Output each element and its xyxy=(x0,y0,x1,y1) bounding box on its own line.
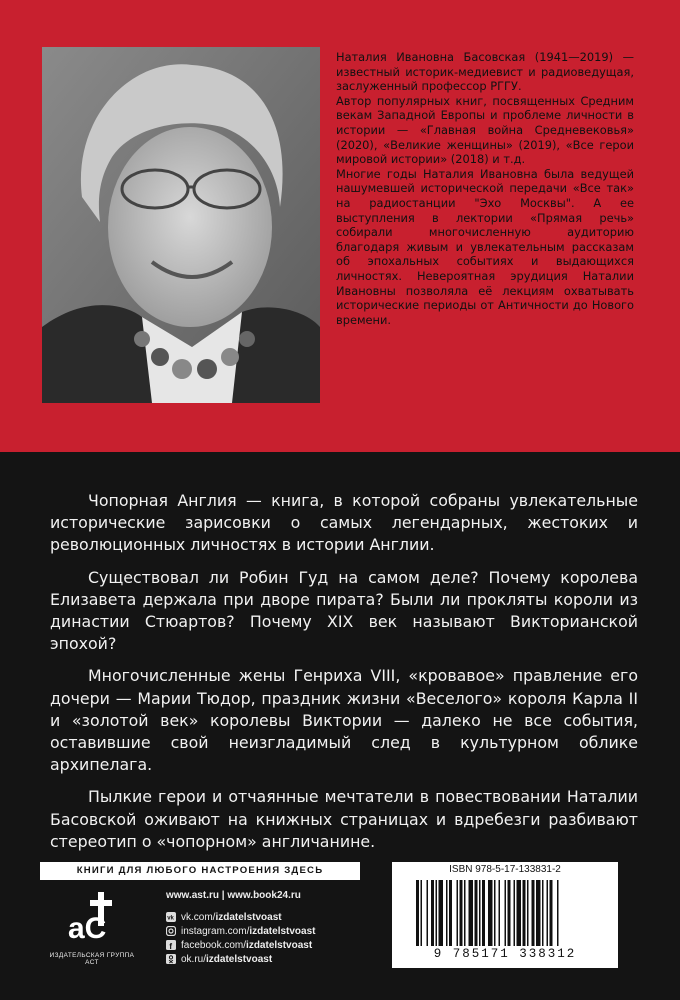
isbn-label: ISBN 978-5-17-133831-2 xyxy=(449,864,561,875)
bio-paragraph: Автор популярных книг, посвященных Средним векам Западной Европы и проблеме личности в истории — «Главная война Средневековья» (2020), «Великие женщины» (2019), «Все герои мировой истории» (2018) и т.д. xyxy=(336,93,634,167)
blurb-paragraph: Существовал ли Робин Гуд на самом деле? Почему королева Елизавета держала при дворе пирата? Были ли прокляты короли из династии Стюартов? Почему XIX век называют Викторианской эпохой? xyxy=(50,567,638,654)
author-photo xyxy=(42,47,320,403)
blurb-paragraph: Чопорная Англия — книга, в которой собраны увлекательные исторические зарисовки о самых легендарных, жестоких и революционных личностях в истории Англии. xyxy=(50,491,638,555)
publisher-footer xyxy=(40,862,640,974)
barcode-bar xyxy=(517,880,522,946)
social-prefix: vk.com/ xyxy=(181,911,216,923)
barcode-bar xyxy=(542,880,544,946)
ast-logo-icon xyxy=(66,890,118,946)
barcode-bar xyxy=(527,880,529,946)
social-handle: izdatelstvoast xyxy=(246,939,313,951)
barcode-bar xyxy=(550,880,553,946)
barcode-bar xyxy=(439,880,444,946)
barcode-bar xyxy=(494,880,496,946)
instagram-icon xyxy=(166,926,176,936)
barcode-bar xyxy=(431,880,434,946)
barcode-bars xyxy=(416,880,594,946)
bio-paragraph: Наталия Ивановна Басовская (1941—2019) — известный историк-медиевист и радиоведущая, заслуженный профессор РГГУ. xyxy=(336,50,634,94)
social-link-vk[interactable] xyxy=(166,910,366,924)
barcode-bar xyxy=(416,880,419,946)
barcode-bar xyxy=(427,880,429,946)
barcode-bar xyxy=(499,880,501,946)
svg-text:f: f xyxy=(169,941,173,950)
social-handle: izdatelstvoast xyxy=(249,925,316,937)
barcode-bar xyxy=(536,880,541,946)
barcode-bar xyxy=(532,880,535,946)
barcode-bar xyxy=(505,880,507,946)
social-prefix: facebook.com/ xyxy=(181,939,247,951)
barcode-bar xyxy=(475,880,478,946)
barcode-bar xyxy=(547,880,549,946)
barcode-bar xyxy=(436,880,438,946)
barcode-bar xyxy=(421,880,423,946)
barcode xyxy=(392,862,618,968)
social-link-instagram[interactable] xyxy=(166,924,366,938)
social-handle: izdatelstvoast xyxy=(215,911,282,923)
website-links[interactable]: www.ast.ru | www.book24.ru xyxy=(166,890,301,901)
ok-icon xyxy=(166,954,176,964)
book-blurb xyxy=(50,490,638,863)
facebook-icon xyxy=(166,940,176,950)
vk-icon xyxy=(166,912,176,922)
social-prefix: ok.ru/ xyxy=(181,953,207,965)
barcode-bar xyxy=(457,880,459,946)
publisher-logo xyxy=(42,890,142,972)
top-red-band xyxy=(0,0,680,452)
svg-text:vk: vk xyxy=(167,915,174,922)
svg-text:aC: aC xyxy=(68,912,107,945)
barcode-bar xyxy=(523,880,526,946)
bio-paragraph: Многие годы Наталия Ивановна была ведущей нашумевшей исторической передачи «Все так» на радиостанции "Эхо Москвы". А ее выступления в лектории «Прямая речь» собирали многочисленную аудиторию благодаря живым и увлекательным рассказам об эпохальных событиях и выдающихся личностях. Невероятная эрудиция Наталии Ивановны позволяла её лекциям охватывать исторические периоды от Античности до Нового времени. xyxy=(336,166,634,327)
blurb-paragraph: Многочисленные жены Генриха VIII, «кровавое» правление его дочери — Марии Тюдор, праздник жизни «Веселого» короля Карла II и «золотой век» королевы Виктории — далеко не все события, оставившие свой неизгладимый след в культурном облике архипелага. xyxy=(50,666,638,775)
barcode-digits: 9 785171 338312 xyxy=(433,947,577,961)
barcode-bar xyxy=(482,880,485,946)
barcode-bar xyxy=(469,880,474,946)
social-handle: izdatelstvoast xyxy=(206,953,273,965)
publisher-links xyxy=(166,890,366,966)
barcode-bar xyxy=(449,880,452,946)
tagline: КНИГИ ДЛЯ ЛЮБОГО НАСТРОЕНИЯ ЗДЕСЬ xyxy=(40,862,360,880)
author-bio xyxy=(336,50,634,327)
barcode-bar xyxy=(557,880,559,946)
publisher-name: ИЗДАТЕЛЬСКАЯ ГРУППА АСТ xyxy=(49,952,135,966)
barcode-bar xyxy=(488,880,493,946)
barcode-bar xyxy=(464,880,466,946)
social-link-facebook[interactable] xyxy=(166,938,366,952)
barcode-bar xyxy=(460,880,463,946)
barcode-bar xyxy=(508,880,511,946)
blurb-paragraph: Пылкие герои и отчаянные мечтатели в повествовании Наталии Басовской оживают на книжных страницах и вдребезги разбивают стереотип о «чопорном» англичанине. xyxy=(50,787,638,851)
social-prefix: instagram.com/ xyxy=(181,925,250,937)
barcode-bar xyxy=(514,880,516,946)
barcode-bar xyxy=(446,880,448,946)
barcode-bar xyxy=(479,880,481,946)
social-link-ok[interactable] xyxy=(166,952,366,966)
